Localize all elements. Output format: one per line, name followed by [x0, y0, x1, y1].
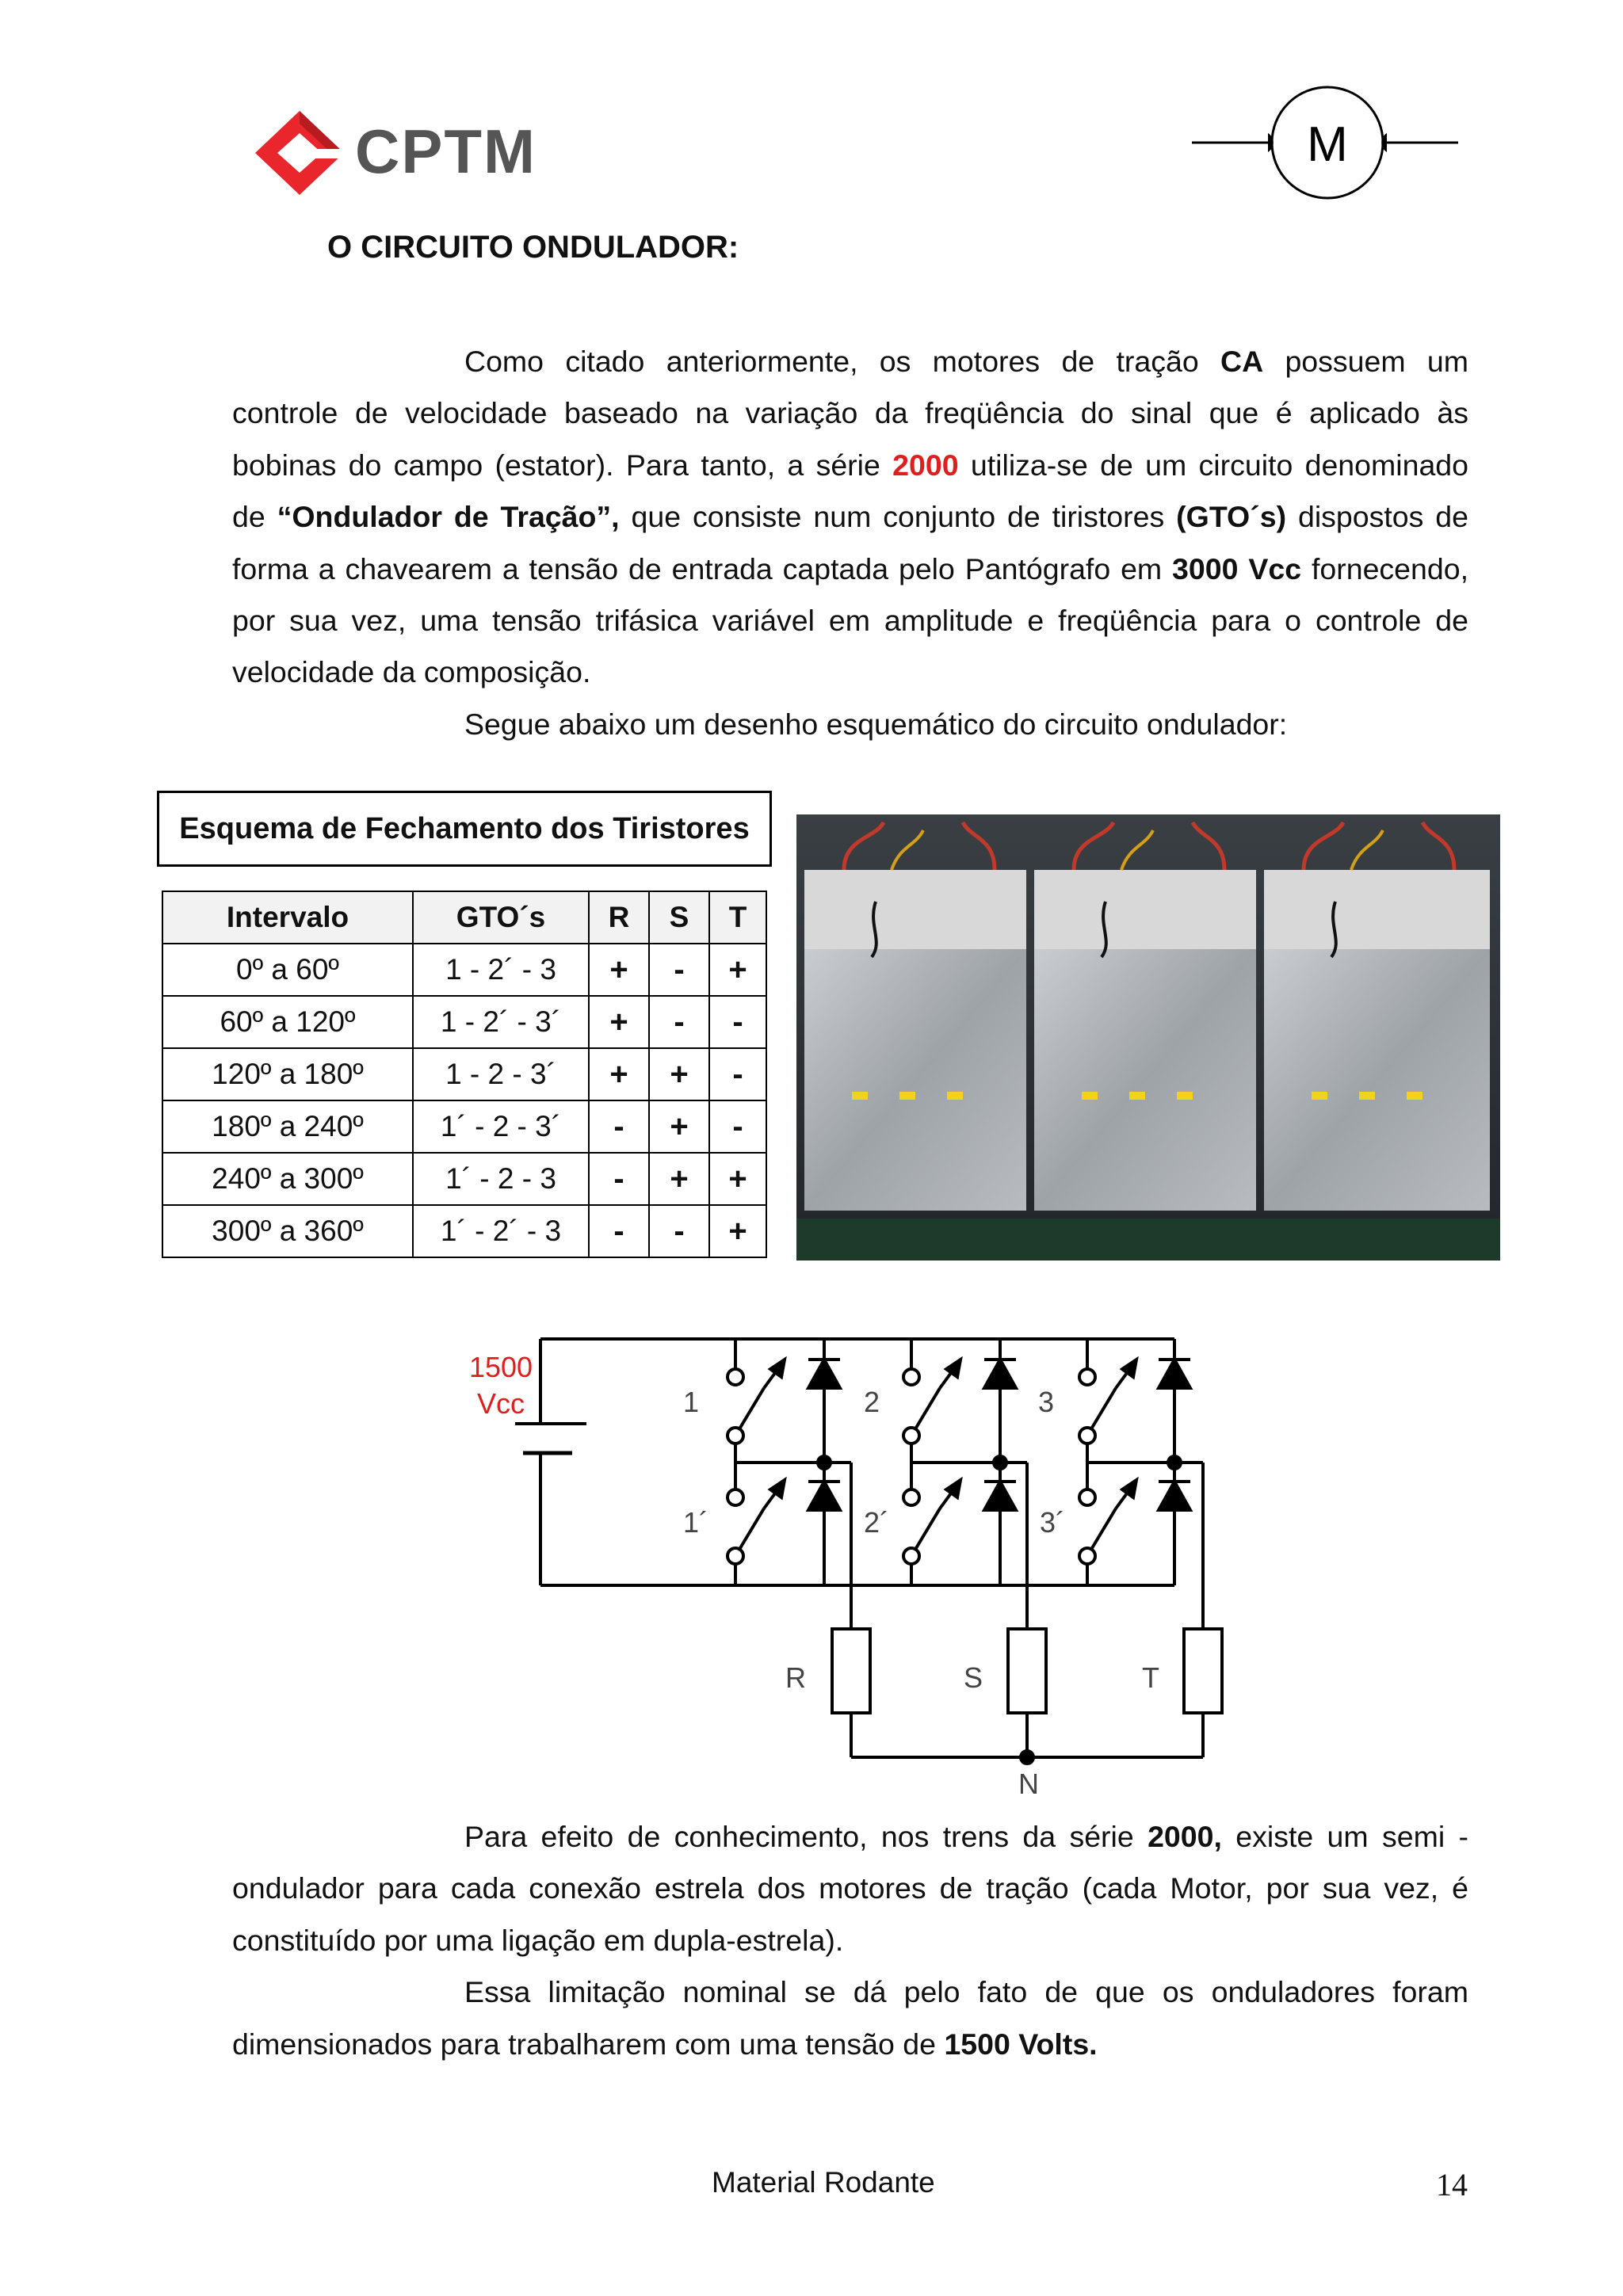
table-row: [162, 1153, 766, 1205]
text-line: Para efeito de conhecimento, nos trens da série 2000, existe um semi -: [464, 1820, 1468, 1853]
table-row: [162, 944, 766, 996]
text-line: ondulador para cada conexão estrela dos motores de tração (cada Motor, por sua vez, é: [232, 1871, 1468, 1905]
inverter-circuit-diagram: [452, 1331, 1244, 1806]
gto-cell: 1´ - 2´ - 3: [413, 1205, 589, 1257]
text-line: de “Ondulador de Tração”, que consiste num conjunto de tiristores (GTO´s) dispostos de: [232, 500, 1468, 534]
phase-label: S: [963, 1661, 983, 1694]
text-line: forma a chavearem a tensão de entrada captada pelo Pantógrafo em 3000 Vcc fornecendo,: [232, 551, 1469, 585]
motor-letter: M: [1307, 117, 1348, 172]
cptm-logo: [252, 109, 537, 196]
text-line: velocidade da composição.: [232, 655, 591, 689]
module-1: [804, 870, 1026, 1211]
gto-cell: 1´ - 2 - 3´: [413, 1100, 589, 1153]
phase-label: R: [785, 1661, 806, 1694]
r-cell: -: [589, 1153, 649, 1205]
s-cell: +: [649, 1048, 709, 1100]
column-header: GTO´s: [413, 891, 589, 944]
column-header: S: [649, 891, 709, 944]
switch-label: 2´: [863, 1506, 890, 1539]
text-line: Como citado anteriormente, os motores de tração CA possuem um: [464, 345, 1469, 378]
interval-cell: 0º a 60º: [162, 944, 413, 996]
cptm-logo-mark-icon: [252, 109, 347, 196]
t-cell: -: [709, 1100, 766, 1153]
text-line: constituído por uma ligação em dupla-estrela).: [232, 1923, 844, 1957]
column-header: R: [589, 891, 649, 944]
gto-cell: 1 - 2 - 3´: [413, 1048, 589, 1100]
column-header: Intervalo: [162, 891, 413, 944]
r-cell: +: [589, 944, 649, 996]
gto-cell: 1´ - 2 - 3: [413, 1153, 589, 1205]
text-line: dimensionados para trabalharem com uma tensão de 1500 Volts.: [232, 2027, 1098, 2061]
table-title: Esquema de Fechamento dos Tiristores: [157, 791, 772, 867]
r-cell: +: [589, 996, 649, 1048]
gto-cell: 1 - 2´ - 3: [413, 944, 589, 996]
text-line: controle de velocidade baseado na variação da freqüência do sinal que é aplicado às: [232, 396, 1468, 430]
source-unit: Vcc: [476, 1387, 525, 1420]
r-cell: +: [589, 1048, 649, 1100]
table-row: [162, 1048, 766, 1100]
s-cell: +: [649, 1100, 709, 1153]
s-cell: -: [649, 1205, 709, 1257]
module-3: [1264, 870, 1490, 1211]
switch-label: 1: [682, 1386, 700, 1418]
interval-cell: 240º a 300º: [162, 1153, 413, 1205]
interval-cell: 180º a 240º: [162, 1100, 413, 1153]
table-header-row: [162, 891, 766, 944]
page-title: O CIRCUITO ONDULADOR:: [327, 230, 739, 265]
t-cell: -: [709, 996, 766, 1048]
text-line: Segue abaixo um desenho esquemático do circuito ondulador:: [464, 707, 1288, 741]
t-cell: +: [709, 1153, 766, 1205]
table-row: [162, 1100, 766, 1153]
page-number: 14: [1436, 2167, 1468, 2203]
interval-cell: 300º a 360º: [162, 1205, 413, 1257]
text-line: bobinas do campo (estator). Para tanto, a série 2000 utiliza-se de um circuito denominado: [232, 448, 1469, 482]
neutral-label: N: [1018, 1768, 1039, 1800]
table-row: [162, 996, 766, 1048]
t-cell: +: [709, 944, 766, 996]
interval-cell: 60º a 120º: [162, 996, 413, 1048]
switch-label: 3´: [1039, 1506, 1066, 1539]
gto-table: [162, 891, 767, 1258]
logo-text: CPTM: [355, 116, 537, 186]
t-cell: +: [709, 1205, 766, 1257]
r-cell: -: [589, 1205, 649, 1257]
text-line: Essa limitação nominal se dá pelo fato de que os onduladores foram: [464, 1975, 1468, 2009]
s-cell: +: [649, 1153, 709, 1205]
s-cell: -: [649, 996, 709, 1048]
text-line: por sua vez, uma tensão trifásica variável em amplitude e freqüência para o controle de: [232, 604, 1468, 638]
t-cell: -: [709, 1048, 766, 1100]
phase-label: T: [1142, 1661, 1159, 1694]
switch-label: 3: [1037, 1386, 1055, 1418]
interval-cell: 120º a 180º: [162, 1048, 413, 1100]
module-2: [1034, 870, 1256, 1211]
s-cell: -: [649, 944, 709, 996]
footer-label: Material Rodante: [712, 2166, 935, 2199]
switch-label: 1´: [682, 1506, 709, 1539]
column-header: T: [709, 891, 766, 944]
closing-paragraph: [232, 1811, 1468, 2070]
gto-cell: 1 - 2´ - 3´: [413, 996, 589, 1048]
intro-paragraph: [232, 336, 1468, 750]
switch-label: 2: [863, 1386, 880, 1418]
table-row: [162, 1205, 766, 1257]
inverter-photo: [796, 814, 1500, 1261]
motor-symbol: [1189, 79, 1466, 206]
source-value: 1500: [468, 1351, 533, 1383]
r-cell: -: [589, 1100, 649, 1153]
